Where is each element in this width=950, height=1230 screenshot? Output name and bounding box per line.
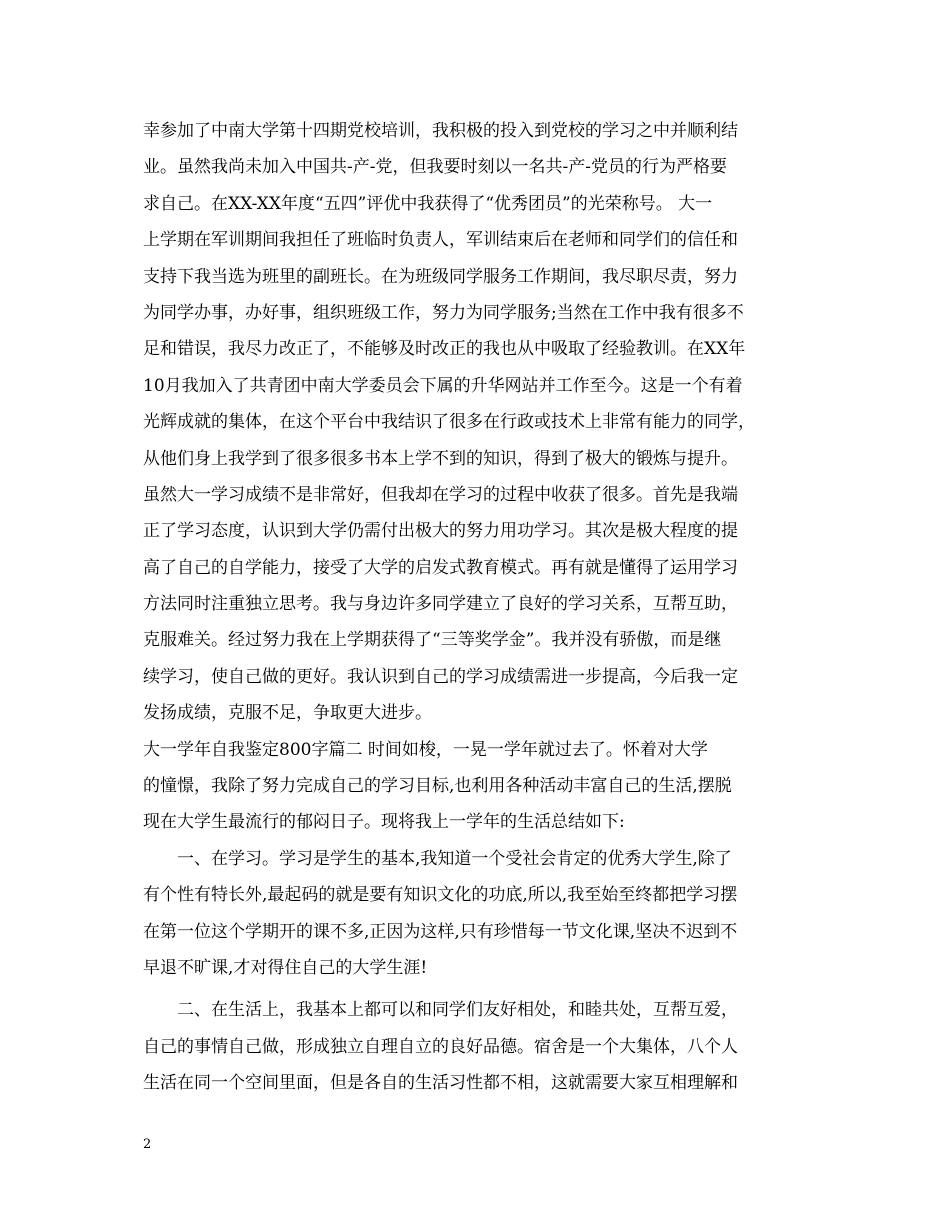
text-line: 高了自己的自学能力，接受了大学的启发式教育模式。再有就是懂得了运用学习 [143, 557, 738, 578]
text-line: 早退不旷课,才对得住自己的大学生涯! [143, 957, 428, 978]
text-line: 支持下我当选为班里的副班长。在为班级同学服务工作期间，我尽职尽责，努力 [143, 266, 738, 287]
text-line: 为同学办事，办好事，组织班级工作，努力为同学服务;当然在工作中我有很多不 [143, 302, 744, 323]
text-line: 光辉成就的集体，在这个平台中我结识了很多在行政或技术上非常有能力的同学， [143, 412, 755, 433]
text-line: 生活在同一个空间里面，但是各自的生活习性都不相，这就需要大家互相理解和 [143, 1073, 738, 1094]
text-line: 续学习，使自己做的更好。我认识到自己的学习成绩需进一步提高，今后我一定 [143, 666, 738, 687]
text-line: 现在大学生最流行的郁闷日子。现将我上一学年的生活总结如下: [143, 812, 625, 833]
text-line: 上学期在军训期间我担任了班临时负责人，军训结束后在老师和同学们的信任和 [143, 230, 738, 251]
text-line: 在第一位这个学期开的课不多,正因为这样,只有珍惜每一节文化课,坚决不迟到不 [143, 921, 738, 942]
text-line: 一、在学习。学习是学生的基本,我知道一个受社会肯定的优秀大学生,除了 [177, 848, 732, 869]
text-line: 正了学习态度，认识到大学仍需付出极大的努力用功学习。其次是极大程度的提 [143, 521, 738, 542]
text-line: 二、在生活上，我基本上都可以和同学们友好相处，和睦共处，互帮互爱， [177, 1000, 738, 1021]
text-line: 业。虽然我尚未加入中国共-产-党，但我要时刻以一名共-产-党员的行为严格要 [143, 157, 727, 178]
text-line: 有个性有特长外,最起码的就是要有知识文化的功底,所以,我至始至终都把学习摆 [143, 885, 738, 906]
text-line: 克服难关。经过努力我在上学期获得了“三等奖学金”。我并没有骄傲，而是继 [143, 630, 722, 651]
text-line: 发扬成绩，克服不足，争取更大进步。 [143, 703, 432, 724]
text-line: 虽然大一学习成绩不是非常好，但我却在学习的过程中收获了很多。首先是我端 [143, 484, 738, 505]
text-line: 从他们身上我学到了很多很多书本上学不到的知识，得到了极大的锻炼与提升。 [143, 448, 738, 469]
document-body [143, 113, 823, 1102]
text-line: 方法同时注重独立思考。我与身边许多同学建立了良好的学习关系，互帮互助， [143, 594, 738, 615]
text-line: 求自己。在XX-XX年度“五四”评优中我获得了“优秀团员”的光荣称号。 大一 [143, 193, 713, 214]
text-line: 自己的事情自己做，形成独立自理自立的良好品德。宿舍是一个大集体，八个人 [143, 1036, 738, 1057]
text-line: 幸参加了中南大学第十四期党校培训，我积极的投入到党校的学习之中并顺利结 [143, 121, 738, 141]
text-line: 的憧憬，我除了努力完成自己的学习目标,也利用各种活动丰富自己的生活,摆脱 [143, 776, 732, 797]
text-line: 足和错误，我尽力改正了，不能够及时改正的我也从中吸取了经验教训。在XX年 [143, 339, 746, 360]
page-number: 2 [143, 1137, 152, 1152]
text-line: 大一学年自我鉴定800字篇二 时间如梭，一晃一学年就过去了。怀着对大学 [143, 739, 708, 760]
text-line: 10月我加入了共青团中南大学委员会下属的升华网站并工作至今。这是一个有着 [143, 375, 743, 396]
